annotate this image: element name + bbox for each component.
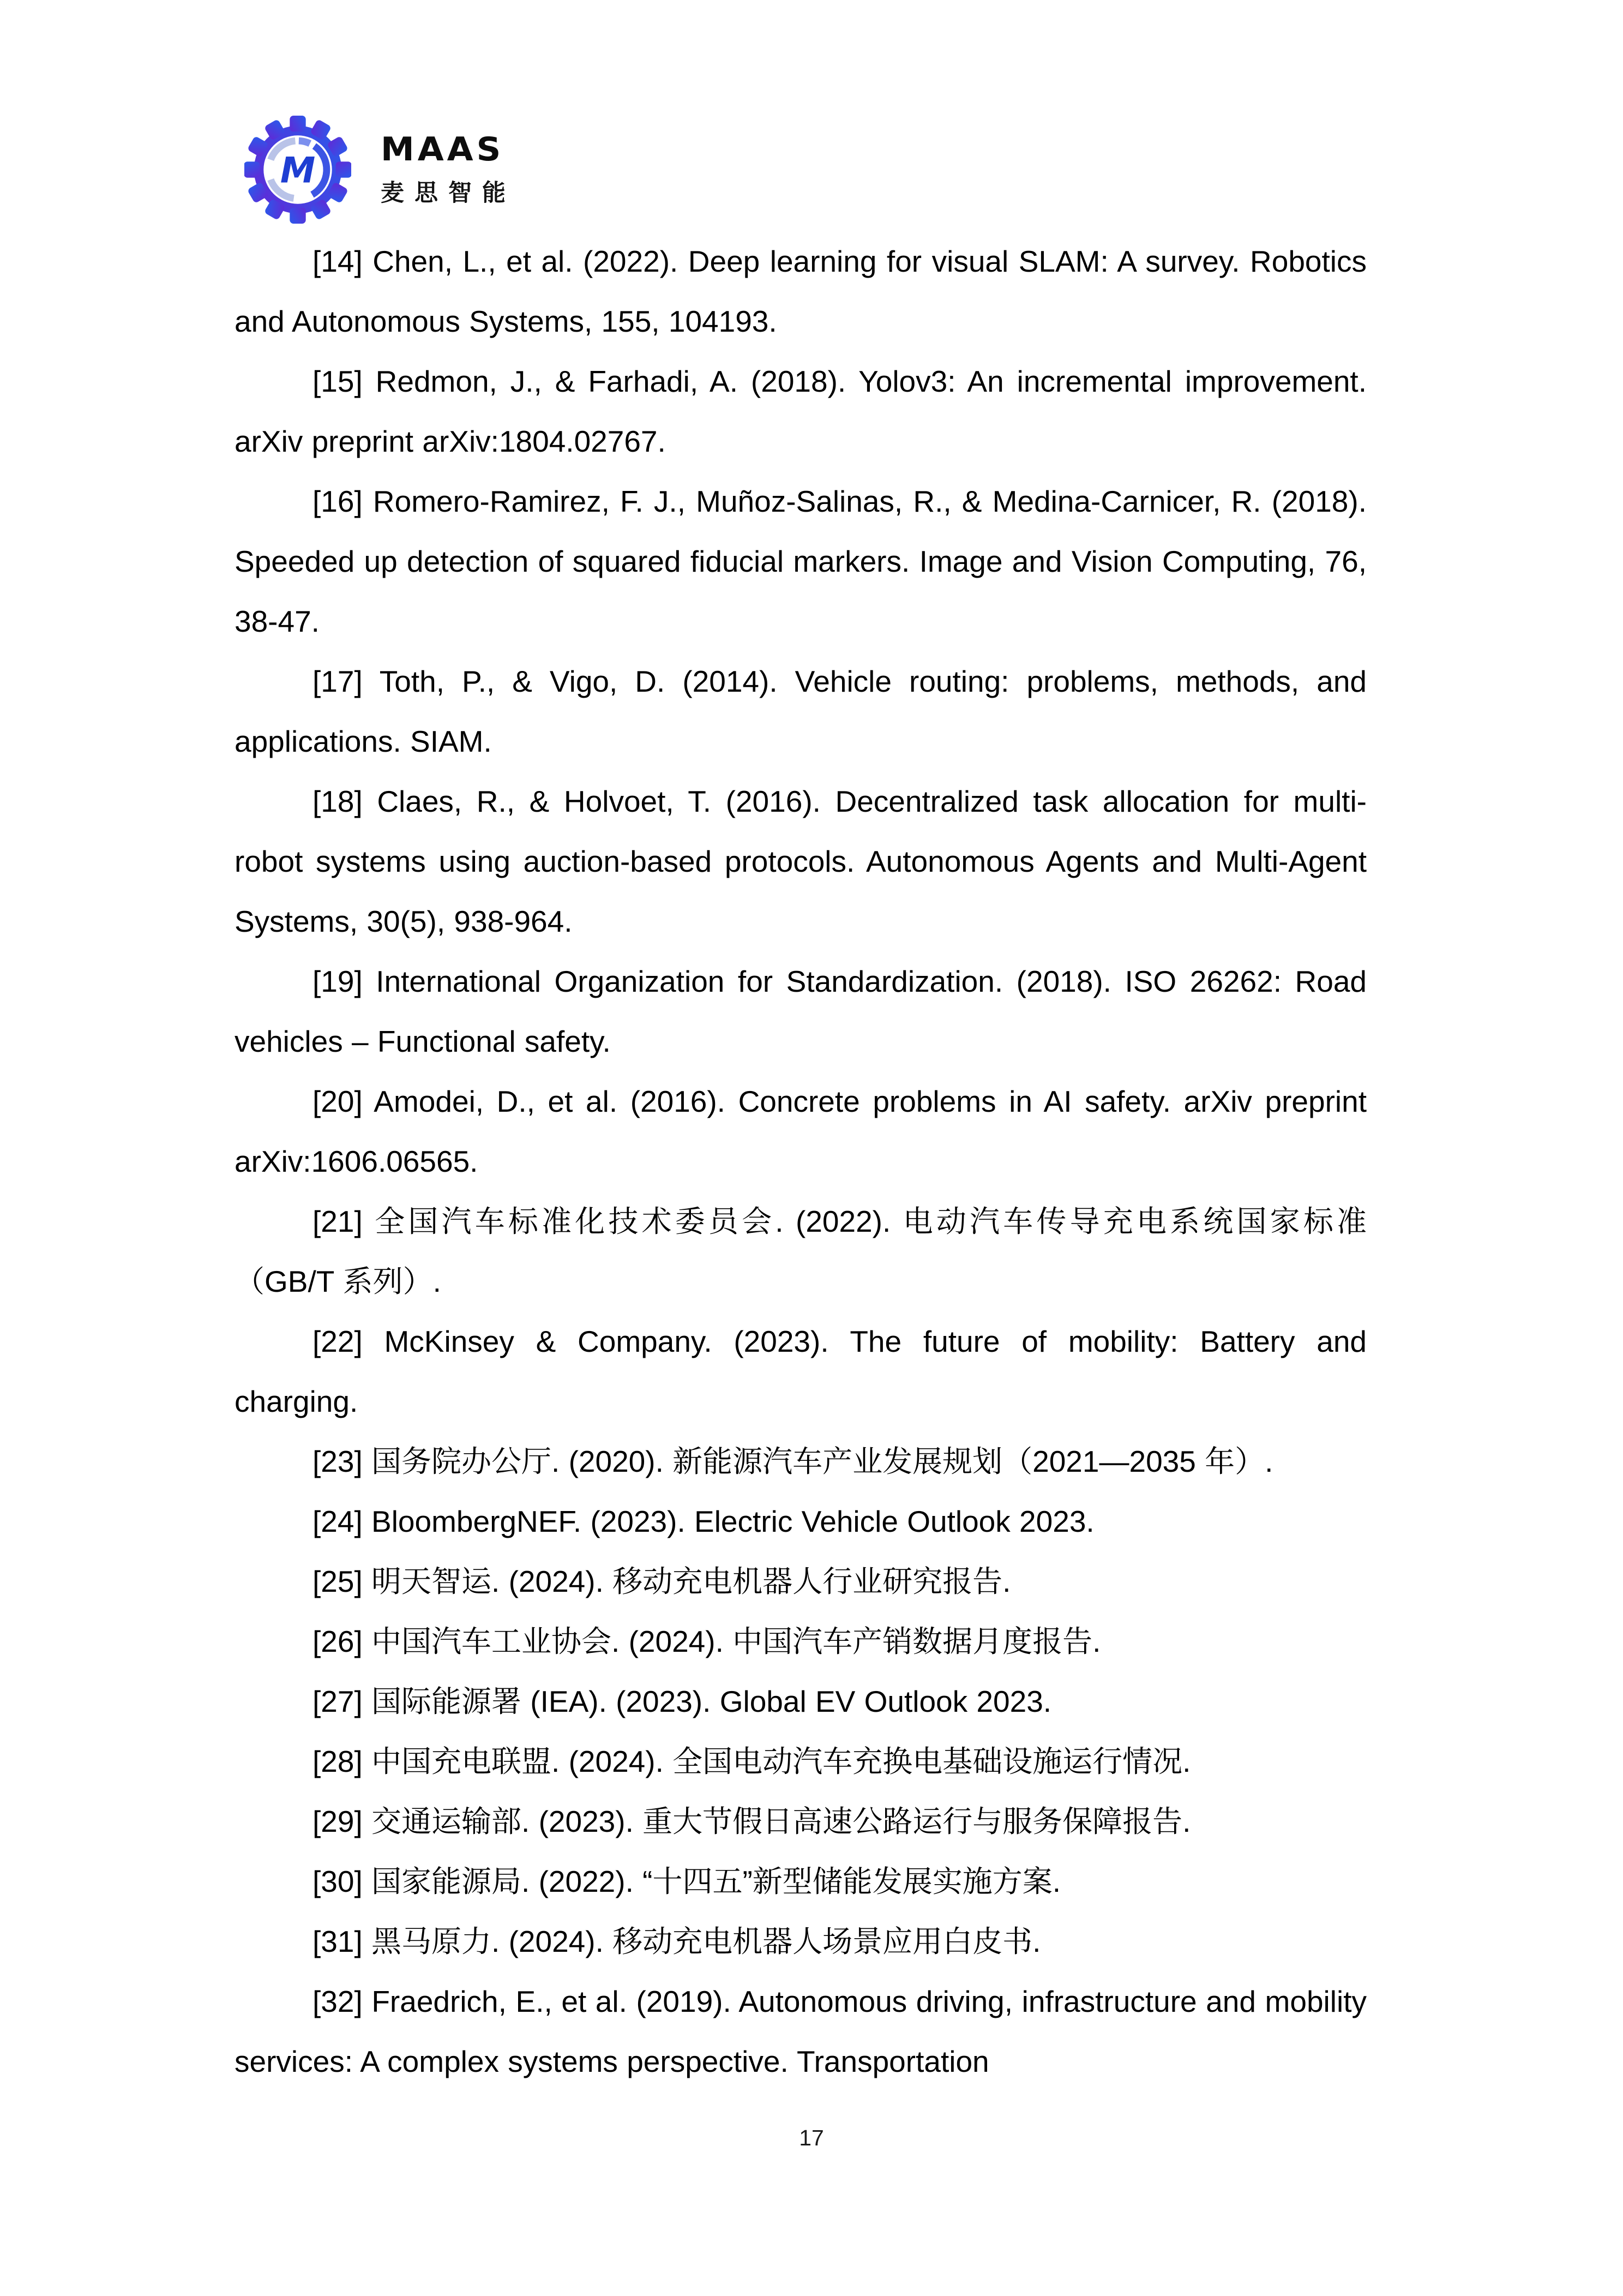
reference-item: [15] Redmon, J., & Farhadi, A. (2018). Yolov3: An incremental improvement. arXiv preprint arXiv:1804.02767. — [235, 364, 1367, 458]
logo-text-block — [381, 116, 516, 206]
company-logo — [244, 116, 516, 224]
reference-item: [28] 中国充电联盟. (2024). 全国电动汽车充换电基础设施运行情况. — [312, 1745, 1191, 1778]
reference-item: [19] International Organization for Standardization. (2018). ISO 26262: Road vehicles – Functional safety. — [235, 964, 1367, 1058]
reference-item: [22] McKinsey & Company. (2023). The future of mobility: Battery and charging. — [235, 1324, 1367, 1418]
reference-item: [30] 国家能源局. (2022). “十四五”新型储能发展实施方案. — [312, 1865, 1061, 1898]
reference-item: [18] Claes, R., & Holvoet, T. (2016). Decentralized task allocation for multi-robot systems using auction-based protocols. Autonomous Agents and Multi-Agent Systems, 30(5), 938-964. — [235, 784, 1367, 938]
logo-monogram-m: M — [280, 150, 316, 191]
page-number: 17 — [799, 2125, 824, 2150]
reference-item: [31] 黑马原力. (2024). 移动充电机器人场景应用白皮书. — [312, 1925, 1041, 1958]
reference-item: [29] 交通运输部. (2023). 重大节假日高速公路运行与服务保障报告. — [312, 1805, 1191, 1838]
reference-item: [24] BloombergNEF. (2023). Electric Vehicle Outlook 2023. — [312, 1504, 1095, 1538]
reference-item: [25] 明天智运. (2024). 移动充电机器人行业研究报告. — [312, 1564, 1011, 1598]
logo-wordmark: MAAS — [381, 130, 504, 169]
reference-item: [23] 国务院办公厅. (2020). 新能源汽车产业发展规划（2021—2035 年）. — [312, 1444, 1273, 1478]
reference-item: [26] 中国汽车工业协会. (2024). 中国汽车产销数据月度报告. — [312, 1624, 1101, 1658]
reference-item: [21] 全国汽车标准化技术委员会. (2022). 电动汽车传导充电系统国家标准（GB/T 系列）. — [235, 1204, 1367, 1298]
reference-item: [16] Romero-Ramirez, F. J., Muñoz-Salinas, R., & Medina-Carnicer, R. (2018). Speeded up detection of squared fiducial markers. Image and Vision Computing, 76, 38-47. — [235, 484, 1367, 638]
reference-item: [20] Amodei, D., et al. (2016). Concrete problems in AI safety. arXiv preprint arXiv:1606.06565. — [235, 1084, 1367, 1178]
reference-item: [14] Chen, L., et al. (2022). Deep learning for visual SLAM: A survey. Robotics and Autonomous Systems, 155, 104193. — [235, 244, 1367, 338]
reference-item: [27] 国际能源署 (IEA). (2023). Global EV Outlook 2023. — [312, 1684, 1052, 1718]
logo-subtitle: 麦思智能 — [381, 180, 516, 206]
reference-item: [17] Toth, P., & Vigo, D. (2014). Vehicle routing: problems, methods, and applications. SIAM. — [235, 664, 1367, 758]
references-list — [235, 231, 1367, 2091]
maas-gear-logo-icon — [244, 116, 351, 224]
reference-item: [32] Fraedrich, E., et al. (2019). Autonomous driving, infrastructure and mobility services: A complex systems perspective. Transportation — [235, 1985, 1367, 2078]
